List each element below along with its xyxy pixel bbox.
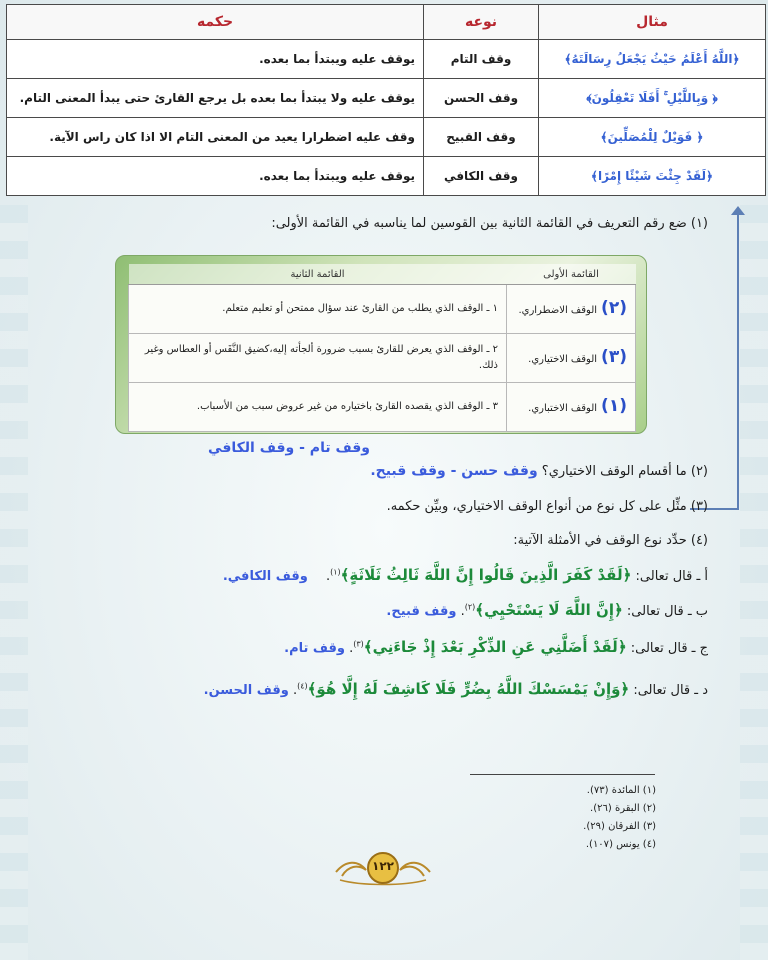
rule-cell: يوقف عليه ويبتدأ بما بعده. <box>7 40 424 79</box>
page-number-ornament <box>332 850 434 890</box>
waqf-types-table <box>6 4 766 196</box>
footnote: (١) المائدة (٧٣). <box>586 785 656 796</box>
example-prefix: ب ـ قال تعالى: <box>626 604 708 619</box>
example-answer: وقف الكافي. <box>222 569 308 584</box>
matching-exercise-box <box>115 255 647 434</box>
table-row <box>7 40 766 79</box>
second-list-item: ١ ـ الوقف الذي يطلب من القارئ عند سؤال ممتحن أو تعليم متعلم. <box>129 285 507 334</box>
page-number: ١٢٢ <box>372 859 394 873</box>
q2-answer-line2: وقف حسن - وقف قبيح. <box>370 463 538 479</box>
verse: ﴿إِنَّ اللَّهَ لَا يَسْتَحْيِي﴾ <box>475 601 623 619</box>
footnote-ref: (١) <box>330 567 341 577</box>
example-cell: ﴿ فَوَيْلٌ لِلْمُصَلِّينَ﴾ <box>539 118 766 157</box>
example-cell: ﴿ وَبِاللَّيْلِ ۚ أَفَلَا تَعْقِلُونَ﴾ <box>539 79 766 118</box>
example-cell: ﴿لَقَدْ جِئْتَ شَيْئًا إِمْرًا﴾ <box>539 157 766 196</box>
type-cell: وقف الكافي <box>424 157 539 196</box>
ornament-border-left <box>0 205 28 960</box>
example-d: د ـ قال تعالى: ﴿وَإِنْ يَمْسَسْكَ اللَّهُ بِضُرٍّ فَلَا كَاشِفَ لَهُ إِلَّا هُوَ﴾$^{(٤)}$. وقف الحسن. <box>203 680 708 698</box>
type-cell: وقف الحسن <box>424 79 539 118</box>
second-list-item: ٢ ـ الوقف الذي يعرض للقارئ بسبب ضرورة ألجأته إليه،كضيق النَّفَس أو العطاس وغير ذلك. <box>129 334 507 383</box>
example-c: ج ـ قال تعالى: ﴿لَقَدْ أَضَلَّنِي عَنِ الذِّكْرِ بَعْدَ إِذْ جَاءَنِي﴾$^{(٣)}$. وقف تام. <box>284 638 708 656</box>
header-rule: حكمه <box>7 5 424 40</box>
question-4: (٤) حدِّد نوع الوقف في الأمثلة الآتية: <box>513 533 708 548</box>
list-first-heading: القائمة الأولى <box>507 264 636 285</box>
table-row <box>7 157 766 196</box>
rule-cell: يوقف عليه ويبتدأ بما بعده. <box>7 157 424 196</box>
question-3: (٣) مثِّل على كل نوع من أنواع الوقف الاختياري، وبيِّن حكمه. <box>386 499 708 514</box>
table-row <box>7 118 766 157</box>
verse: ﴿لَقَدْ كَفَرَ الَّذِينَ قَالُوا إِنَّ اللَّهَ ثَالِثُ ثَلَاثَةٍ﴾ <box>340 566 632 584</box>
question-2-text: (٢) ما أقسام الوقف الاختياري؟ <box>541 464 708 479</box>
q2-answer-line1: وقف تام - وقف الكافي <box>208 440 370 456</box>
first-list-item <box>507 334 636 383</box>
example-prefix: ج ـ قال تعالى: <box>630 641 708 656</box>
ornament-border-right <box>740 205 768 960</box>
answer-number: (١) <box>601 395 627 416</box>
example-a: أ ـ قال تعالى: ﴿لَقَدْ كَفَرَ الَّذِينَ قَالُوا إِنَّ اللَّهَ ثَالِثُ ثَلَاثَةٍ﴾$^{(١)}$. وقف الكافي. <box>222 566 708 584</box>
footnote: (٣) الفرقان (٢٩). <box>583 821 656 832</box>
first-list-item <box>507 383 636 432</box>
type-cell: وقف التام <box>424 40 539 79</box>
table-row <box>129 285 636 334</box>
table-header-row <box>7 5 766 40</box>
verse: ﴿لَقَدْ أَضَلَّنِي عَنِ الذِّكْرِ بَعْدَ إِذْ جَاءَنِي﴾ <box>363 638 627 656</box>
rule-cell: يوقف عليه ولا يبتدأ بما بعده بل يرجع القارئ حتى يبدأ المعنى التام. <box>7 79 424 118</box>
second-list-item: ٣ ـ الوقف الذي يقصده القارئ باختياره من غير عروض سبب من الأسباب. <box>129 383 507 432</box>
table-row <box>129 334 636 383</box>
type-cell: وقف القبيح <box>424 118 539 157</box>
header-example: مثال <box>539 5 766 40</box>
verse: ﴿وَإِنْ يَمْسَسْكَ اللَّهُ بِضُرٍّ فَلَا كَاشِفَ لَهُ إِلَّا هُوَ﴾ <box>307 680 630 698</box>
example-prefix: د ـ قال تعالى: <box>633 683 708 698</box>
table-row <box>129 383 636 432</box>
example-b: ب ـ قال تعالى: ﴿إِنَّ اللَّهَ لَا يَسْتَحْيِي﴾$^{(٢)}$. وقف قبيح. <box>386 601 708 619</box>
question-1: (١) ضع رقم التعريف في القائمة الثانية بين القوسين لما يناسبه في القائمة الأولى: <box>271 216 708 231</box>
answer-number: (٣) <box>601 346 627 367</box>
footnote-ref: (٢) <box>464 602 476 612</box>
example-cell: ﴿اللَّهُ أَعْلَمُ حَيْثُ يَجْعَلُ رِسَالَتَهُ﴾ <box>539 40 766 79</box>
example-answer: وقف قبيح. <box>386 604 457 619</box>
list-second-heading: القائمة الثانية <box>129 264 507 285</box>
first-list-item <box>507 285 636 334</box>
connector-line <box>737 213 739 509</box>
example-answer: وقف الحسن. <box>203 683 289 698</box>
answer-number: (٢) <box>601 297 627 318</box>
example-prefix: أ ـ قال تعالى: <box>635 569 708 584</box>
footnote-ref: (٤) <box>297 681 308 691</box>
rule-cell: وقف عليه اضطرارا يعيد من المعنى التام الا اذا كان راس الآية. <box>7 118 424 157</box>
table-row <box>7 79 766 118</box>
footnote-divider <box>470 774 655 775</box>
header-type: نوعه <box>424 5 539 40</box>
question-2 <box>370 463 708 479</box>
footnote: (٢) البقرة (٢٦). <box>590 803 656 814</box>
first-item-label: الوقف الاختباري. <box>528 402 598 414</box>
first-item-label: الوقف الاختياري. <box>528 353 598 365</box>
footnote-ref: (٣) <box>353 639 364 649</box>
matching-table <box>128 264 636 432</box>
example-answer: وقف تام. <box>284 641 345 656</box>
first-item-label: الوقف الاضطراري. <box>518 304 598 316</box>
footnote: (٤) يونس (١٠٧). <box>585 839 656 850</box>
